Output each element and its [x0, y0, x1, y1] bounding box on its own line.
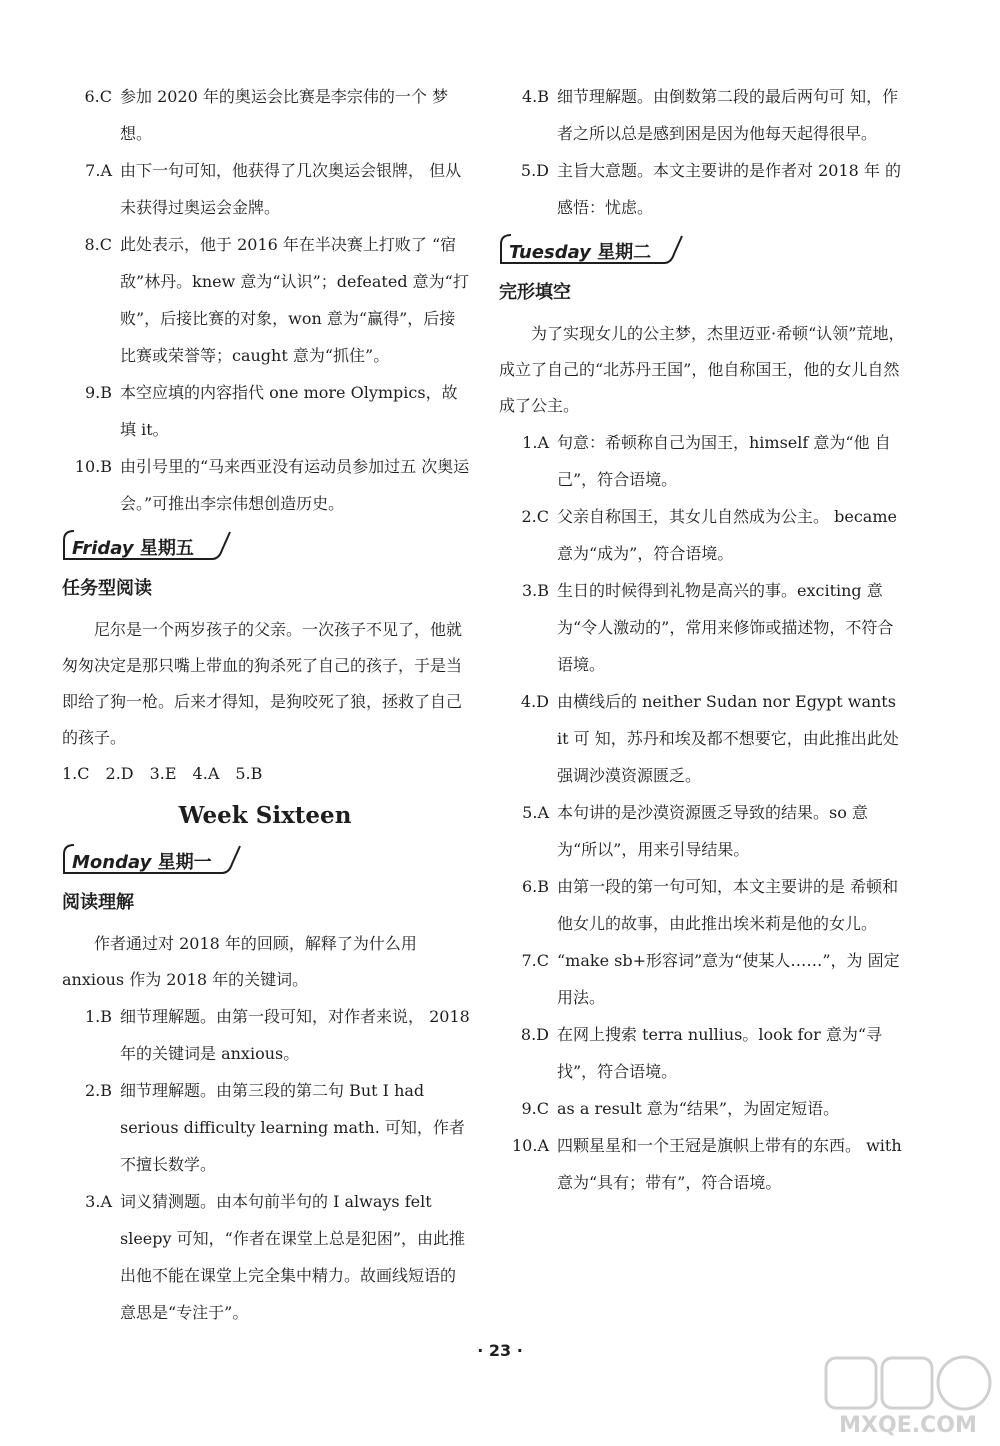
answer-number: 7.C [521, 951, 549, 970]
page-number: · 23 · [477, 1341, 523, 1360]
answer-text-cont: 找”，符合语境。 [557, 1062, 678, 1081]
answer-number: 1.B [84, 1007, 112, 1026]
answer-text: 细节理解题。由第一段可知，对作者来说， [120, 1007, 425, 1026]
answer-text-cont: became 意为“成为”，符合语境。 [557, 507, 897, 563]
answer-number: 9.C [521, 1099, 549, 1118]
answer-number: 7.A [85, 161, 112, 180]
answer-item [497, 152, 907, 226]
answer-item [497, 498, 907, 572]
answer-item [60, 448, 470, 522]
summary-paragraph: 为了实现女儿的公主梦，杰里迈亚·希顿“认领”荒地，成立了自己的“北苏丹王国”，他自称国王，他的女儿自然成了公主。 [499, 324, 905, 415]
answer-text: 由横线后的 neither Sudan nor Egypt wants it 可 [557, 692, 896, 748]
day-name-cn: 星期二 [597, 242, 652, 263]
day-name-en: Tuesday [509, 242, 591, 263]
answer-number: 5.D [520, 161, 549, 180]
answer-number: 4.B [521, 87, 549, 106]
answer-text-cont: 但从未获得过奥运会金牌。 [120, 161, 462, 217]
answer-text: 由下一句可知，他获得了几次奥运会银牌， [120, 161, 425, 180]
day-name-en: Friday [72, 538, 134, 559]
answer-text: 父亲自称国王，其女儿自然成为公主。 [557, 507, 830, 526]
answer-item [497, 572, 907, 683]
answer-number: 2.B [84, 1081, 112, 1100]
answer-number: 5.A [522, 803, 549, 822]
answer-text-cont: 知，苏丹和埃及都不想要它，由此推出此处强调沙漠资源匮乏。 [557, 729, 899, 785]
right-column [497, 78, 907, 1201]
answer-text-cont: 填 it。 [120, 420, 169, 439]
answer-item [60, 374, 470, 448]
day-name-cn: 星期一 [157, 852, 212, 873]
answer-text-cont: “宿敌”林丹。knew 意为“认识”；defeated 意为“打败”，后接比赛的对象，won 意为“赢得”，后接比赛或荣誉等；caught 意为“抓住”。 [120, 235, 469, 365]
answer-text: as a result 意为“结果”，为固定短语。 [557, 1099, 840, 1118]
summary-paragraph: 作者通过对 2018 年的回顾，解释了为什么用 anxious 作为 2018 年的关键词。 [62, 934, 417, 989]
answer-text-cont: 2018 年的关键词是 anxious。 [120, 1007, 470, 1063]
answer-number: 6.C [84, 87, 112, 106]
section-title: 完形填空 [499, 282, 571, 303]
answer-item [497, 424, 907, 498]
answer-item [497, 1090, 907, 1127]
answer-text: 生日的时候得到礼物是高兴的事。exciting 意 [557, 581, 883, 600]
day-header-tuesday [499, 232, 907, 268]
answer-text: 句意：希顿称自己为国王，himself 意为“他 [557, 433, 870, 452]
answer-number: 3.B [521, 581, 549, 600]
answer-text: 由第一段的第一句可知，本文主要讲的是 [557, 877, 846, 896]
answer-text-cont: 自己”，符合语境。 [557, 433, 891, 489]
answer-text: 细节理解题。由第三段的第二句 But I had [120, 1081, 425, 1100]
answer-key: 1.C 2.D 3.E 4.A 5.B [62, 764, 263, 783]
answer-item [497, 78, 907, 152]
day-header-monday [62, 842, 470, 878]
answer-item [60, 1183, 470, 1331]
answer-item [497, 942, 907, 1016]
answer-text-cont: 梦想。 [120, 87, 449, 143]
answer-number: 8.C [84, 235, 112, 254]
answer-text: 四颗星星和一个王冠是旗帜上带有的东西。 [557, 1136, 862, 1155]
answer-item [60, 152, 470, 226]
answer-number: 9.B [84, 383, 112, 402]
answer-item [497, 1016, 907, 1090]
answer-text: 在网上搜索 terra nullius。look for 意为“寻 [557, 1025, 883, 1044]
answer-number: 10.A [512, 1136, 549, 1155]
answer-text: 词义猜测题。由本句前半句的 I always felt [120, 1192, 432, 1211]
answer-text: 此处表示，他于 2016 年在半决赛上打败了 [120, 235, 427, 254]
answer-item [497, 1127, 907, 1201]
answer-text-cont: 知，作者之所以总是感到困是因为他每天起得很早。 [557, 87, 899, 143]
answer-text-cont: sleepy 可知，“作者在课堂上总是犯困”，由此推出他不能在课堂上完全集中精力。故画线短语的意思是“专注于”。 [120, 1229, 465, 1322]
section-title: 任务型阅读 [62, 578, 152, 599]
week-title: Week Sixteen [178, 802, 352, 829]
answer-number: 4.D [520, 692, 549, 711]
day-name-en: Monday [72, 852, 152, 873]
answer-text-cont: 为“令人激动的”，常用来修饰或描述物，不符合语境。 [557, 618, 894, 674]
answer-number: 10.B [74, 457, 112, 476]
watermark-logo [818, 1352, 998, 1442]
answer-text: “make sb+形容词”意为“使某人……”，为 [557, 951, 863, 970]
answer-text-cont: 次奥运会。”可推出李宗伟想创造历史。 [120, 457, 470, 513]
answer-text: 细节理解题。由倒数第二段的最后两句可 [557, 87, 846, 106]
answer-number: 3.A [85, 1192, 112, 1211]
left-column [60, 78, 470, 1331]
answer-item [60, 226, 470, 374]
answer-number: 2.C [521, 507, 549, 526]
answer-text-cont: 的感悟：忧虑。 [557, 161, 902, 217]
answer-text-cont: 固定用法。 [557, 951, 900, 1007]
answer-text-cont: serious difficulty learning math. 可知，作者不擅长数学。 [120, 1118, 465, 1174]
answer-item [497, 868, 907, 942]
answer-text: 本句讲的是沙漠资源匮乏导致的结果。so 意 [557, 803, 868, 822]
svg-text:MXQE.COM: MXQE.COM [839, 1413, 977, 1438]
answer-text-cont: with 意为“具有；带有”，符合语境。 [557, 1136, 902, 1192]
answer-text-cont: 希顿和他女儿的故事，由此推出埃米莉是他的女儿。 [557, 877, 899, 933]
answer-text: 参加 2020 年的奥运会比赛是李宗伟的一个 [120, 87, 427, 106]
answer-number: 8.D [520, 1025, 549, 1044]
section-title: 阅读理解 [62, 892, 134, 913]
answer-text: 由引号里的“马来西亚没有运动员参加过五 [120, 457, 417, 476]
answer-item [60, 78, 470, 152]
answer-text: 主旨大意题。本文主要讲的是作者对 2018 年 [557, 161, 880, 180]
answer-number: 1.A [522, 433, 549, 452]
answer-item [60, 998, 470, 1072]
answer-item [60, 1072, 470, 1183]
answer-text: 本空应填的内容指代 one more Olympics，故 [120, 383, 458, 402]
day-header-friday [62, 528, 470, 564]
day-name-cn: 星期五 [139, 538, 194, 559]
answer-item [497, 683, 907, 794]
answer-text-cont: 为“所以”，用来引导结果。 [557, 840, 750, 859]
summary-paragraph: 尼尔是一个两岁孩子的父亲。一次孩子不见了，他就匆匆决定是那只嘴上带血的狗杀死了自己的孩子，于是当即给了狗一枪。后来才得知，是狗咬死了狼，拯救了自己的孩子。 [62, 620, 463, 747]
answer-item [497, 794, 907, 868]
answer-number: 6.B [521, 877, 549, 896]
